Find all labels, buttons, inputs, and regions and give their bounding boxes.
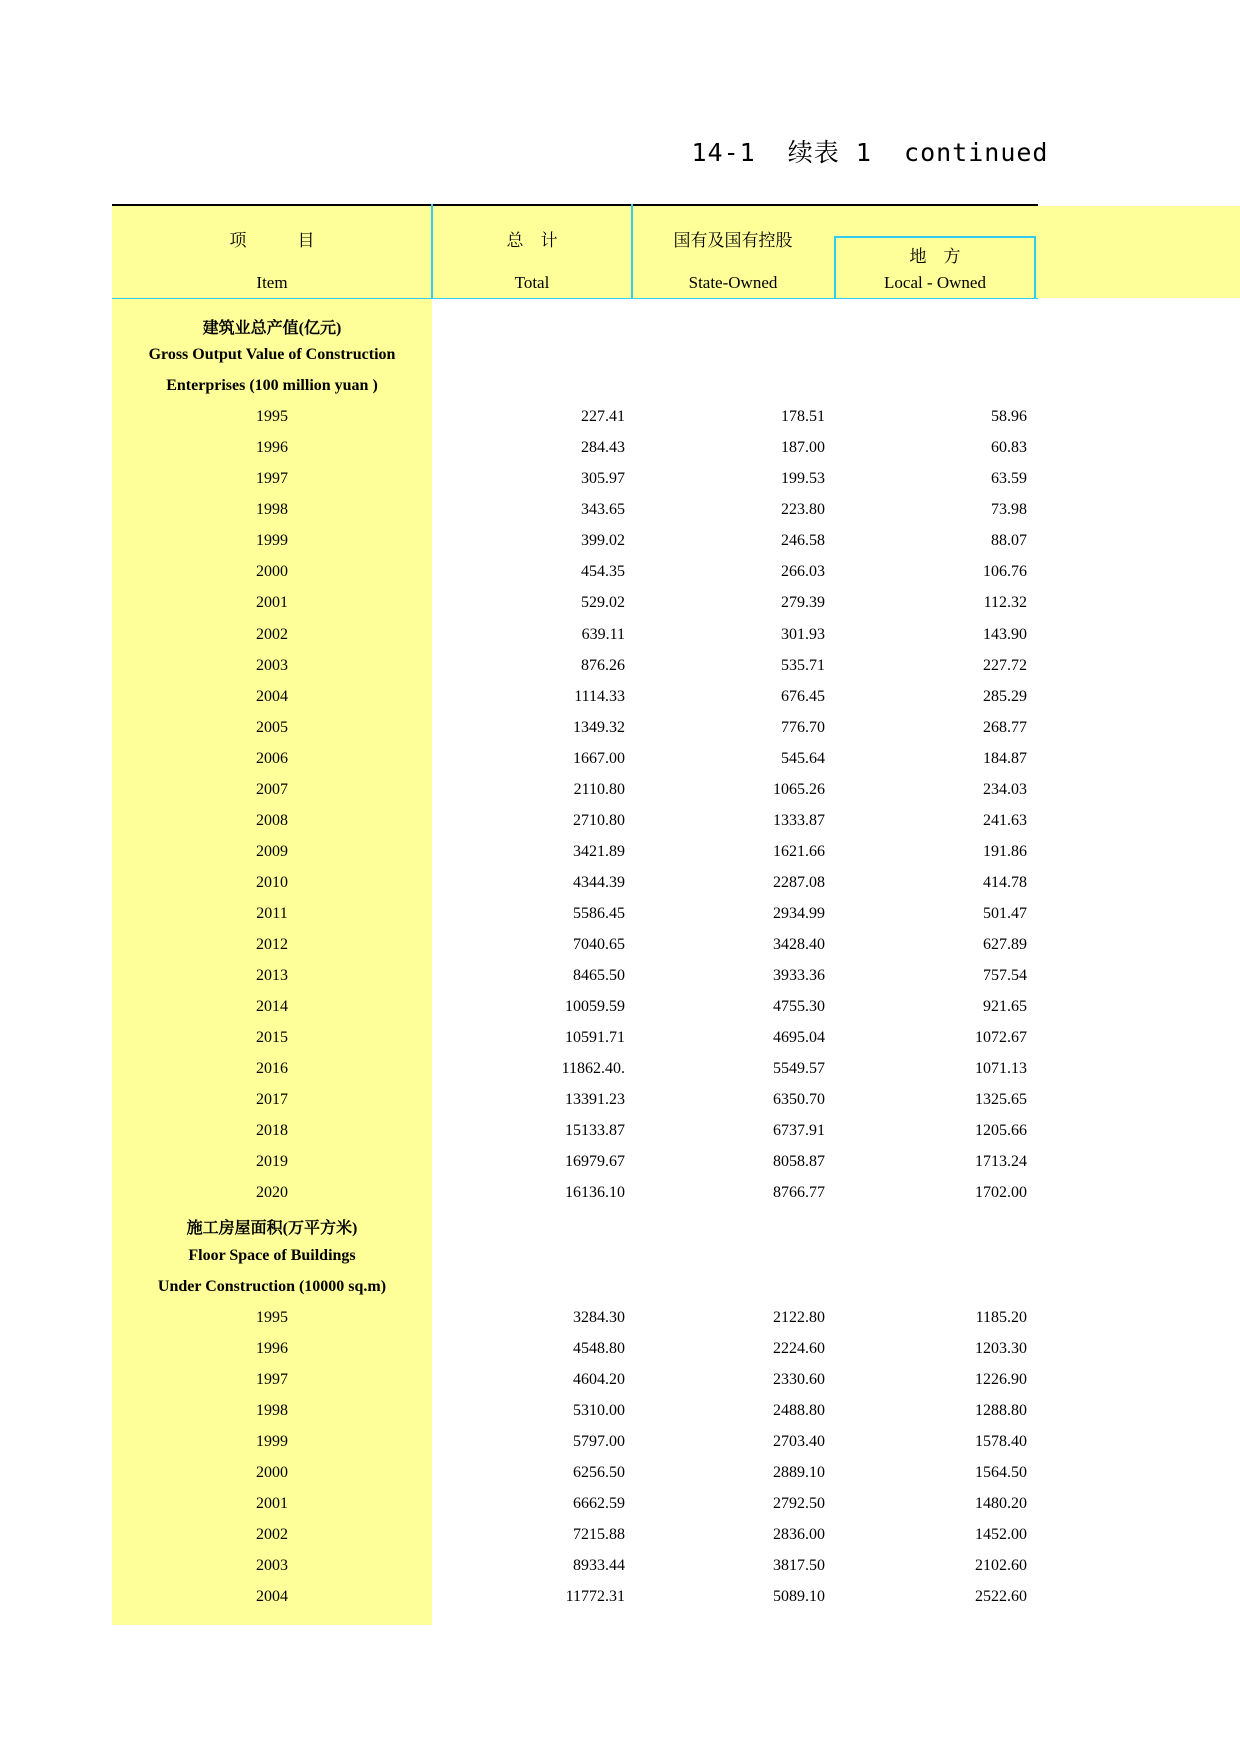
item-cell: 2007 xyxy=(256,780,288,798)
header-total-en: Total xyxy=(514,273,550,292)
local-owned-cell: 268.77 xyxy=(983,718,1027,736)
section-heading-row xyxy=(0,1211,1240,1242)
state-owned-cell: 8766.77 xyxy=(773,1184,825,1202)
section-heading-row xyxy=(0,342,1240,373)
local-owned-cell: 1288.80 xyxy=(975,1401,1027,1419)
local-owned-cell: 73.98 xyxy=(991,501,1027,519)
table-row xyxy=(0,1056,1240,1087)
item-cell: 2000 xyxy=(256,1463,288,1481)
table-row xyxy=(0,653,1240,684)
item-cell: 1998 xyxy=(256,501,288,519)
local-owned-cell: 414.78 xyxy=(983,873,1027,891)
local-owned-cell: 227.72 xyxy=(983,656,1027,674)
table-row xyxy=(0,1118,1240,1149)
total-cell: 16979.67 xyxy=(565,1153,625,1171)
table-row xyxy=(0,1429,1240,1460)
local-owned-cell: 1702.00 xyxy=(975,1184,1027,1202)
state-owned-cell: 1333.87 xyxy=(773,811,825,829)
item-cell: 2008 xyxy=(256,811,288,829)
state-owned-cell: 6737.91 xyxy=(773,1122,825,1140)
local-owned-cell: 60.83 xyxy=(991,439,1027,457)
local-owned-cell: 2102.60 xyxy=(975,1557,1027,1574)
item-cell: 2004 xyxy=(256,687,288,705)
total-cell: 10059.59 xyxy=(565,998,625,1016)
table-row xyxy=(0,404,1240,435)
total-cell: 639.11 xyxy=(581,625,625,643)
local-owned-cell: 88.07 xyxy=(991,532,1027,550)
table-row xyxy=(0,1149,1240,1180)
item-cell: 2019 xyxy=(256,1153,288,1171)
total-cell: 15133.87 xyxy=(565,1122,625,1140)
total-cell: 7040.65 xyxy=(573,936,625,953)
state-owned-cell: 187.00 xyxy=(781,439,825,457)
header-state-cn: 国有及国有控股 xyxy=(673,231,793,250)
total-cell: 1114.33 xyxy=(574,687,625,705)
state-owned-cell: 1621.66 xyxy=(773,842,825,860)
item-cell: 1999 xyxy=(256,1432,288,1450)
state-owned-cell: 266.03 xyxy=(781,563,825,581)
total-cell: 227.41 xyxy=(581,408,625,426)
table-row xyxy=(0,1025,1240,1056)
section-heading-row xyxy=(0,311,1240,342)
state-owned-cell: 1065.26 xyxy=(773,780,825,798)
local-owned-cell: 1205.66 xyxy=(975,1122,1027,1140)
local-owned-cell: 1072.67 xyxy=(975,1029,1027,1047)
item-cell: 1996 xyxy=(256,439,288,457)
header-top-rule xyxy=(112,204,1038,206)
item-cell: Enterprises (100 million yuan ) xyxy=(166,377,378,395)
item-cell: 2001 xyxy=(256,1494,288,1512)
item-cell: 1997 xyxy=(256,470,288,488)
total-cell: 3284.30 xyxy=(573,1308,625,1326)
total-cell: 8465.50 xyxy=(573,967,625,985)
header-item-en: Item xyxy=(256,273,288,292)
item-cell: 2002 xyxy=(256,625,288,643)
total-cell: 284.43 xyxy=(581,439,625,457)
table-row xyxy=(0,684,1240,715)
local-owned-cell: 627.89 xyxy=(983,936,1027,953)
item-cell: 1999 xyxy=(256,532,288,550)
total-cell: 5586.45 xyxy=(573,904,625,922)
local-owned-cell: 501.47 xyxy=(983,904,1027,922)
state-owned-cell: 199.53 xyxy=(781,470,825,488)
state-owned-cell: 279.39 xyxy=(781,594,825,612)
item-cell: 2002 xyxy=(256,1525,288,1543)
table-row xyxy=(0,808,1240,839)
item-cell: 2003 xyxy=(256,656,288,674)
local-owned-cell: 63.59 xyxy=(991,470,1027,488)
table-row xyxy=(0,746,1240,777)
local-owned-cell: 58.96 xyxy=(991,408,1027,426)
state-owned-cell: 2224.60 xyxy=(773,1339,825,1357)
state-owned-cell: 2792.50 xyxy=(773,1494,825,1512)
local-owned-cell: 1226.90 xyxy=(975,1370,1027,1388)
state-owned-cell: 4695.04 xyxy=(773,1029,825,1047)
header-local-cn: 地 方 xyxy=(909,247,961,266)
total-cell: 6662.59 xyxy=(573,1494,625,1512)
state-owned-cell: 5549.57 xyxy=(773,1060,825,1078)
item-cell: 2014 xyxy=(256,998,288,1016)
state-owned-cell: 301.93 xyxy=(781,625,825,643)
table-row xyxy=(0,528,1240,559)
item-cell: 2020 xyxy=(256,1184,288,1202)
total-cell: 5797.00 xyxy=(573,1432,625,1450)
page-title: 14-1 续表 1 continued xyxy=(691,138,1049,167)
table-row xyxy=(0,622,1240,653)
state-owned-cell: 223.80 xyxy=(781,501,825,519)
page-title-wrap xyxy=(0,133,1240,169)
total-cell: 8933.44 xyxy=(573,1557,625,1574)
state-owned-cell: 2488.80 xyxy=(773,1401,825,1419)
item-cell: 1997 xyxy=(256,1370,288,1388)
local-owned-cell: 184.87 xyxy=(983,749,1027,767)
total-cell: 454.35 xyxy=(581,563,625,581)
header-item-cn: 项 目 xyxy=(229,231,315,250)
item-cell: 2018 xyxy=(256,1122,288,1140)
state-owned-cell: 8058.87 xyxy=(773,1153,825,1171)
total-cell: 4344.39 xyxy=(573,873,625,891)
local-owned-cell: 191.86 xyxy=(983,842,1027,860)
state-owned-cell: 246.58 xyxy=(781,532,825,550)
item-cell: 2016 xyxy=(256,1060,288,1078)
local-owned-cell: 2522.60 xyxy=(975,1588,1027,1606)
table-row xyxy=(0,1367,1240,1398)
section-heading-row xyxy=(0,1243,1240,1274)
item-cell: 2010 xyxy=(256,873,288,891)
item-cell: Under Construction (10000 sq.m) xyxy=(157,1277,387,1295)
table-row xyxy=(0,1305,1240,1336)
total-cell: 399.02 xyxy=(581,532,625,550)
item-cell: Floor Space of Buildings xyxy=(188,1246,356,1264)
item-cell: 2009 xyxy=(256,842,288,860)
total-cell: 16136.10 xyxy=(565,1184,625,1202)
total-cell: 1349.32 xyxy=(573,718,625,736)
state-owned-cell: 5089.10 xyxy=(773,1588,825,1606)
state-owned-cell: 4755.30 xyxy=(773,998,825,1016)
local-owned-cell: 285.29 xyxy=(983,687,1027,705)
state-owned-cell: 3428.40 xyxy=(773,936,825,953)
item-cell: 2017 xyxy=(256,1091,288,1109)
total-cell: 6256.50 xyxy=(573,1463,625,1481)
item-cell: 2001 xyxy=(256,594,288,612)
state-owned-cell: 2836.00 xyxy=(773,1525,825,1543)
header-local-en: Local - Owned xyxy=(884,273,986,292)
total-cell: 529.02 xyxy=(581,594,625,612)
header-total-cn: 总 计 xyxy=(506,231,558,250)
local-owned-cell: 1325.65 xyxy=(975,1091,1027,1109)
total-cell: 4604.20 xyxy=(573,1370,625,1388)
item-cell: 2006 xyxy=(256,749,288,767)
local-owned-cell: 234.03 xyxy=(983,780,1027,798)
table-row xyxy=(0,435,1240,466)
state-owned-cell: 3933.36 xyxy=(773,967,825,985)
table-row xyxy=(0,559,1240,590)
table-row xyxy=(0,466,1240,497)
table-row xyxy=(0,590,1240,621)
item-cell: 1995 xyxy=(256,1308,288,1326)
state-owned-cell: 2122.80 xyxy=(773,1308,825,1326)
local-owned-cell: 106.76 xyxy=(983,563,1027,581)
table-row xyxy=(0,497,1240,528)
table-row xyxy=(0,994,1240,1025)
item-cell: 1996 xyxy=(256,1339,288,1357)
table-row xyxy=(0,1522,1240,1553)
header-state-en: State-Owned xyxy=(688,273,778,292)
state-owned-cell: 545.64 xyxy=(781,749,825,767)
item-cell: Gross Output Value of Construction xyxy=(148,346,396,364)
table-row xyxy=(0,715,1240,746)
section-heading-row xyxy=(0,1274,1240,1305)
item-cell: 2003 xyxy=(256,1557,288,1574)
total-cell: 305.97 xyxy=(581,470,625,488)
local-owned-cell: 1578.40 xyxy=(975,1432,1027,1450)
total-cell: 5310.00 xyxy=(573,1401,625,1419)
table-row xyxy=(0,932,1240,963)
total-cell: 2710.80 xyxy=(573,811,625,829)
table-row xyxy=(0,1398,1240,1429)
table-row xyxy=(0,1553,1240,1584)
state-owned-cell: 3817.50 xyxy=(773,1557,825,1574)
table-row xyxy=(0,777,1240,808)
table-row xyxy=(0,1087,1240,1118)
table-row xyxy=(0,963,1240,994)
state-owned-cell: 2703.40 xyxy=(773,1432,825,1450)
state-owned-cell: 2287.08 xyxy=(773,873,825,891)
total-cell: 11772.31 xyxy=(565,1588,625,1606)
local-owned-cell: 1713.24 xyxy=(975,1153,1027,1171)
item-cell: 2012 xyxy=(256,936,288,953)
total-cell: 3421.89 xyxy=(573,842,625,860)
state-owned-cell: 676.45 xyxy=(781,687,825,705)
total-cell: 4548.80 xyxy=(573,1339,625,1357)
table-row xyxy=(0,1460,1240,1491)
table-row xyxy=(0,1491,1240,1522)
item-cell: 施工房屋面积(万平方米) xyxy=(186,1220,358,1238)
total-cell: 10591.71 xyxy=(565,1029,625,1047)
state-owned-cell: 2934.99 xyxy=(773,904,825,922)
table-row xyxy=(0,870,1240,901)
item-cell: 1995 xyxy=(256,408,288,426)
local-owned-cell: 757.54 xyxy=(983,967,1027,985)
local-owned-cell: 241.63 xyxy=(983,811,1027,829)
section-heading-row xyxy=(0,373,1240,404)
local-owned-cell: 1452.00 xyxy=(975,1525,1027,1543)
item-cell: 2004 xyxy=(256,1588,288,1606)
state-owned-cell: 2330.60 xyxy=(773,1370,825,1388)
total-cell: 11862.40. xyxy=(561,1060,625,1078)
item-cell: 2013 xyxy=(256,967,288,985)
table-row xyxy=(0,1584,1240,1615)
item-cell: 2015 xyxy=(256,1029,288,1047)
local-owned-cell: 143.90 xyxy=(983,625,1027,643)
table-row xyxy=(0,901,1240,932)
table-row xyxy=(0,1336,1240,1367)
item-cell: 2011 xyxy=(256,904,288,922)
local-owned-cell: 921.65 xyxy=(983,998,1027,1016)
state-owned-cell: 178.51 xyxy=(781,408,825,426)
total-cell: 343.65 xyxy=(581,501,625,519)
total-cell: 876.26 xyxy=(581,656,625,674)
table-row xyxy=(0,1180,1240,1211)
state-owned-cell: 6350.70 xyxy=(773,1091,825,1109)
item-cell: 建筑业总产值(亿元) xyxy=(202,320,342,337)
item-cell: 2000 xyxy=(256,563,288,581)
state-owned-cell: 776.70 xyxy=(781,718,825,736)
local-owned-cell: 1203.30 xyxy=(975,1339,1027,1357)
state-owned-cell: 2889.10 xyxy=(773,1463,825,1481)
total-cell: 13391.23 xyxy=(565,1091,625,1109)
local-owned-cell: 112.32 xyxy=(983,594,1027,612)
total-cell: 2110.80 xyxy=(573,780,625,798)
state-owned-cell: 535.71 xyxy=(781,656,825,674)
item-cell: 1998 xyxy=(256,1401,288,1419)
total-cell: 1667.00 xyxy=(573,749,625,767)
local-owned-cell: 1564.50 xyxy=(975,1463,1027,1481)
local-owned-cell: 1185.20 xyxy=(975,1308,1027,1326)
local-owned-cell: 1480.20 xyxy=(975,1494,1027,1512)
table-row xyxy=(0,839,1240,870)
item-cell: 2005 xyxy=(256,718,288,736)
total-cell: 7215.88 xyxy=(573,1525,625,1543)
local-owned-cell: 1071.13 xyxy=(975,1060,1027,1078)
